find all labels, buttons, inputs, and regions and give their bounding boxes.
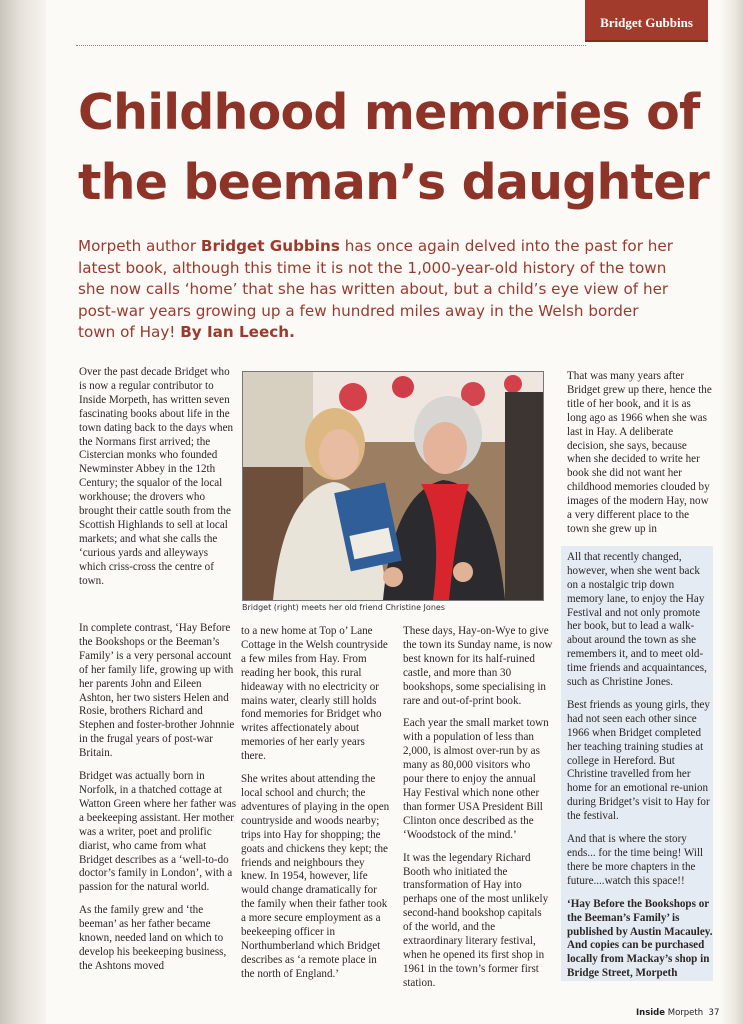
page-gutter-shadow [0,0,46,1024]
byline: By Ian Leech. [180,323,295,341]
column-2 [241,625,391,991]
photo-illustration [243,372,543,600]
column-1-bottom [79,622,237,983]
paragraph: to a new home at Top o’ Lane Cottage in the Welsh countryside a few miles from Hay. From reading her book, this rural hideaway with no electricity or mains water, clearly still holds fond memories for Bridget who writes affectionately about memories of her early years there. [241,625,388,763]
paragraph: Best friends as young girls, they had not seen each other since 1966 when Bridget completed her teaching training studies at college in Hereford. But Christine travelled from her home for an emotional re-union during Bridget’s visit to Hay for the festival. [567,698,710,823]
standfirst-part1: Morpeth author [78,237,201,255]
paragraph: Each year the small market town with a population of less than 2,000, is almost over-run by as many as 80,000 visitors who pour there to enjoy the annual Hay Festival which none other than former USA President Bill Clinton once described as the ‘Woodstock of the mind.’ [403,717,549,841]
page-number: 37 [708,1008,720,1018]
highlight-box [561,546,713,981]
section-tag [585,0,708,42]
column-1-top [79,366,237,598]
paragraph: And that is where the story ends... for the time being! Will there be more chapters in the future....watch this space!! [567,833,704,887]
article-photo [242,371,544,601]
standfirst [78,236,678,344]
paragraph: Over the past decade Bridget who is now a regular contributor to Inside Morpeth, has written seven fascinating books about life in the town dating back to the days when the Normans first arrived; the Cistercian monks who founded Newminster Abbey in the 12th Century; the squalor of the local workhouse; the drovers who brought their cattle south from the Scottish Highlands to sell at local markets; and what she calls the ‘curious yards and alleyways which criss-cross the centre of town. [79,366,234,587]
headline: Childhood memories of the beeman’s daughter [78,84,709,211]
paragraph: As the family grew and ‘the beeman’ as her father became known, needed land on which to develop his beekeeping business, the Ashtons moved [79,904,227,972]
standfirst-part2: has once again delved into the past for her latest book, although this time it is not the 1,000-year-old history of the town she now calls ‘home’ that she has written about, but a child’s eye view of her post-war years growing up a few hundred miles away in the Welsh border town of Hay! [78,237,673,341]
header-rule [76,45,586,46]
book-info: ‘Hay Before the Bookshops or the Beeman’s Family’ is published by Austin Macauley. And copies can be purchased locally from Mackay’s shop in Bridge Street, Morpeth [567,897,713,980]
paragraph: Bridget was actually born in Norfolk, in a thatched cottage at Watton Green where her father was a beekeeping assistant. Her mother was a writer, poet and prolific diarist, who came from what Bridget describes as a ‘well-to-do doctor’s family in London’, with a passion for the natural world. [79,770,237,894]
paragraph: It was the legendary Richard Booth who initiated the transformation of Hay into perhaps one of the most unlikely second-hand bookshop capitals of the world, and the extraordinary literary festival, when he opened its first shop in 1961 in the town’s former first station. [403,851,549,989]
paragraph: These days, Hay-on-Wye to give the town its Sunday name, is now best known for its half-ruined castle, and more than 30 bookshops, some specialising in rare and out-of-print book. [403,625,553,707]
paragraph: That was many years after Bridget grew up there, hence the title of her book, and it is as long ago as 1966 when she was last in Hay. A deliberate decision, she says, because when she decided to write her book she did not want her childhood memories clouded by images of the modern Hay, now a very different place to the town she grew up in [567,370,712,535]
footer-brand-bold: Inside [636,1008,666,1018]
standfirst-author-name: Bridget Gubbins [200,237,340,255]
footer-brand: Morpeth [665,1008,704,1018]
paragraph: In complete contrast, ‘Hay Before the Bookshops or the Beeman’s Family’ is a very personal account of her family life, growing up with her parents John and Eileen Ashton, her two sisters Helen and Rosie, brothers Richard and Stephen and foster-brother Johnnie in the frugal years of post-war Britain. [79,622,235,760]
page-edge-shadow [720,0,744,1024]
section-tag-text: Bridget Gubbins [600,15,693,30]
column-3 [403,625,553,1000]
photo-caption: Bridget (right) meets her old friend Christine Jones [242,603,445,612]
paragraph: She writes about attending the local school and church; the adventures of playing in the open countryside and woods nearby; trips into Hay for shopping; the goats and chickens they kept; the friends and neighbours they knew. In 1954, however, life would change dramatically for the family when their father took a more secure employment as a beekeeping officer in Northumberland which Bridget describes as ‘a remote place in the north of England.’ [241,773,390,980]
page-footer [636,1008,719,1018]
column-4 [567,370,713,990]
paragraph: All that recently changed, however, when she went back on a nostalgic trip down memory lane, to enjoy the Hay Festival and not only promote her book, but to lead a walk-about around the town as she remembers it, and to meet old-time friends and acquaintances, such as Christine Jones. [567,550,707,689]
